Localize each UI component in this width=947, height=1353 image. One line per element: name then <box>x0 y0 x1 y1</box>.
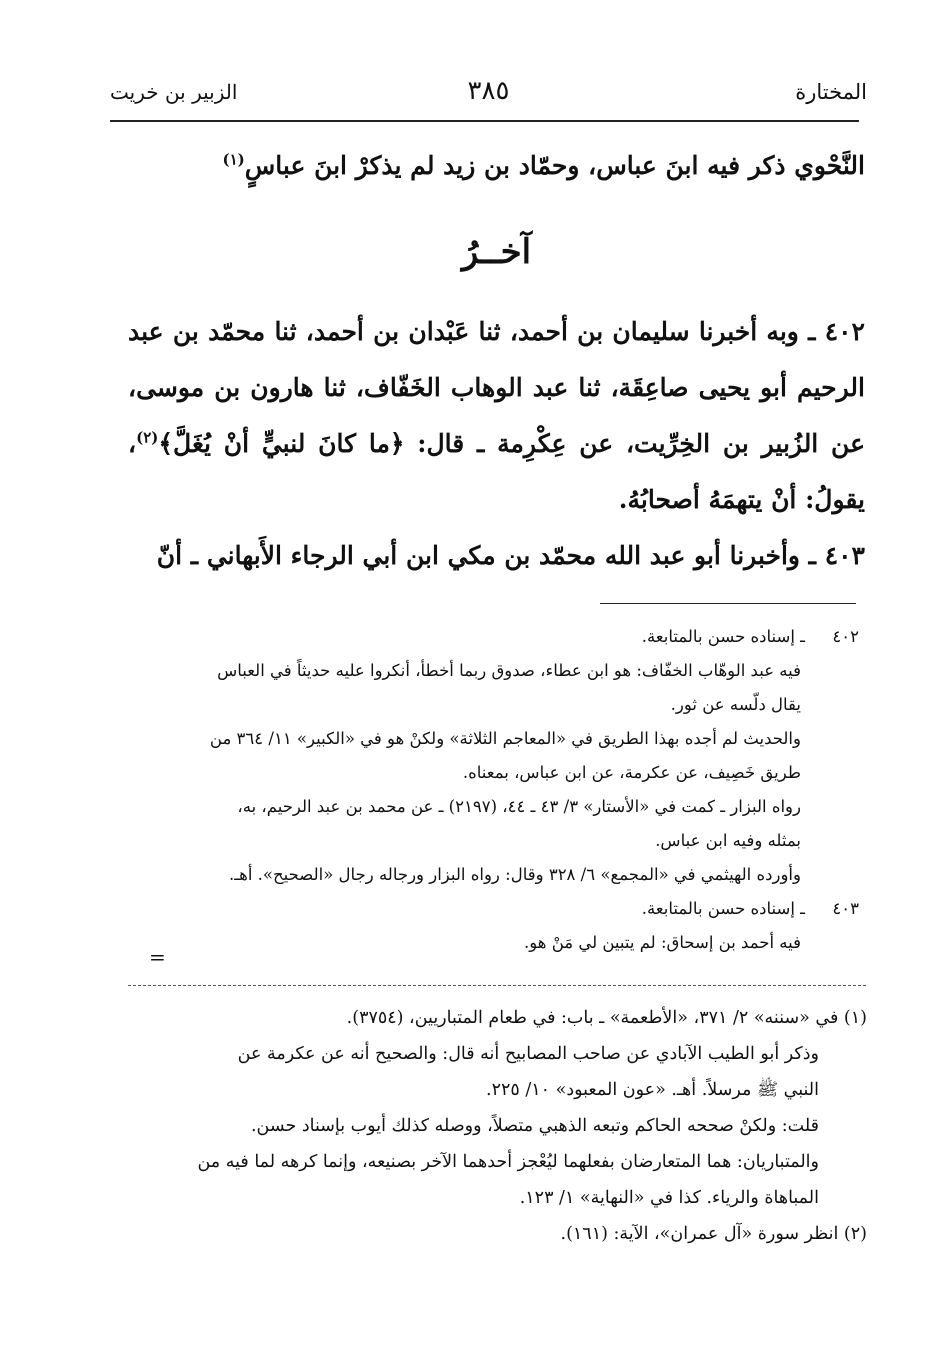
paragraph-402 <box>128 304 865 528</box>
note-line: والحديث لم أجده بهذا الطريق في «المعاجم الثلاثة» ولكنْ هو في «الكبير» ١١/ ٣٦٤ من <box>209 729 801 748</box>
note-403-body <box>125 926 801 960</box>
note-line: رواه البزار ـ كمت في «الأستار» ٣/ ٤٣ ـ ٤٤، (٢١٩٧) ـ عن محمد بن عبد الرحيم، به، <box>237 797 801 816</box>
notes-divider <box>600 603 856 604</box>
footnote-1-body <box>118 1036 819 1216</box>
header-divider <box>110 120 859 122</box>
page-number: ٣٨٥ <box>467 76 510 106</box>
note-402-body <box>125 654 801 892</box>
note-line: طريق خَصِيف، عن عكرمة، عن ابن عباس، بمعناه. <box>462 763 801 782</box>
section-title: آخــرُ <box>461 232 532 272</box>
footnote-marker-1: (١) <box>222 150 245 169</box>
running-header <box>110 72 867 112</box>
note-402-title: ـ إسناده حسن بالمتابعة. <box>641 627 805 646</box>
paragraph-402-text: ٤٠٢ ـ وبه أخبرنا سليمان بن أحمد، ثنا عَبْدان بن أحمد، ثنا محمّد بن عبد الرحيم أبو يحيى صاعِقَة، ثنا عبد الوهاب الخَفّاف، ثنا هارون بن موسى، عن الزُبير بن الخِرِّيت، عن عِكْرِمة ـ قال: ﴿ما كانَ لنبيٍّ أنْ يُغَلَّ﴾ <box>128 317 865 458</box>
continuation-mark: = <box>149 945 166 969</box>
footnote-line: قلت: ولكنْ صححه الحاكم وتبعه الذهبي متصلاً، ووصله كذلك أيوب بإسناد حسن. <box>250 1116 819 1136</box>
note-402-number: ٤٠٢ <box>832 627 859 646</box>
note-line: وأورده الهيثمي في «المجمع» ٦/ ٣٢٨ وقال: رواه البزار ورجاله رجال «الصحيح». أهـ. <box>229 865 801 884</box>
footnotes-divider <box>128 985 866 986</box>
note-403-head <box>125 892 859 926</box>
book-title: المختارة <box>795 80 867 104</box>
editor-notes <box>125 620 859 969</box>
footnotes <box>118 1000 867 1252</box>
footnote-2: (٢) انظر سورة «آل عمران»، الآية: (١٦١). <box>560 1224 867 1244</box>
footnote-line: المباهاة والرياء. كذا في «النهاية» ١/ ١٢٣. <box>519 1188 819 1208</box>
intro-text: النَّحْوي ذكر فيه ابنَ عباس، وحمّاد بن زيد لم يذكرْ ابنَ عباسٍ <box>244 151 865 180</box>
footnote-line: النبي ﷺ مرسلاً. أهـ. «عون المعبود» ١٠/ ٢٢٥. <box>485 1080 819 1100</box>
intro-line <box>128 138 865 194</box>
footnote-1-line: (١) في «سننه» ٢/ ٣٧١، «الأطعمة» ـ باب: في طعام المتباريين، (٣٧٥٤). <box>346 1008 867 1028</box>
note-line: يقال دلّسه عن ثور. <box>670 695 801 714</box>
footnote-line: والمتباريان: هما المتعارضان بفعلهما ليُعْجز أحدهما الآخر بصنيعه، وإنما كرهه لما فيه من <box>197 1152 819 1172</box>
note-402-head <box>125 620 859 654</box>
note-line: بمثله وفيه ابن عباس. <box>655 831 801 850</box>
note-line: فيه أحمد بن إسحاق: لم يتبين لي مَنْ هو. <box>523 933 801 952</box>
chapter-title: الزبير بن خريت <box>110 80 238 104</box>
paragraph-403: ٤٠٣ ـ وأخبرنا أبو عبد الله محمّد بن مكي ابن أبي الرجاء الأَبهاني ـ أنّ <box>156 541 865 570</box>
note-line: فيه عبد الوهّاب الخفّاف: هو ابن عطاء، صدوق ربما أخطأ، أنكروا عليه حديثاً في العباس <box>217 661 801 680</box>
note-403-title: ـ إسناده حسن بالمتابعة. <box>641 899 805 918</box>
paragraph-402-ending: ، يقولُ: أنْ يتهمَهُ أصحابُهُ. <box>128 429 865 514</box>
footnote-line: وذكر أبو الطيب الآبادي عن صاحب المصابيح أنه قال: والصحيح أنه عن عكرمة عن <box>237 1044 819 1064</box>
note-403-number: ٤٠٣ <box>832 899 859 918</box>
main-text <box>128 138 865 584</box>
footnote-marker-2: (٢) <box>136 428 159 447</box>
